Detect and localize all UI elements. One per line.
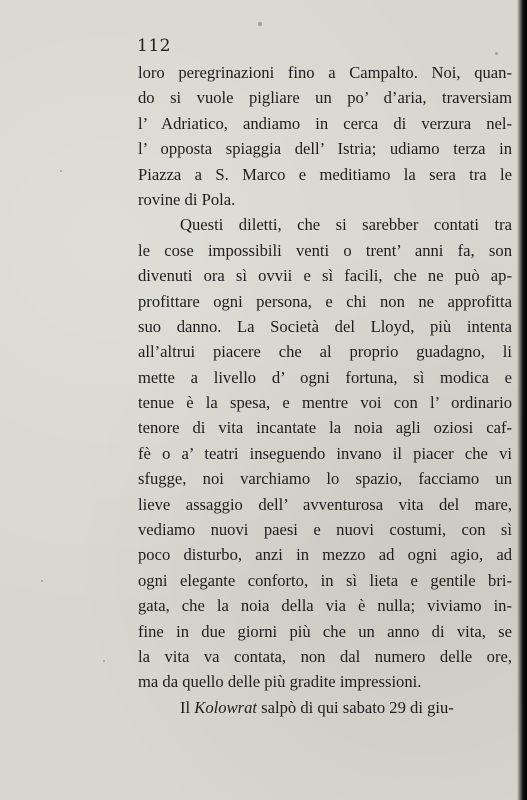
text-line: la vita va contata, non dal numero delle ore,: [138, 646, 512, 666]
text-line: poco disturbo, anzi in mezzo ad ogni agio, ad: [138, 545, 512, 565]
paper-speck: [60, 170, 62, 172]
text-line: le cose impossibili venti o trent’ anni fa, son: [138, 240, 512, 260]
paper-speck: [495, 52, 498, 55]
text-line: loro peregrinazioni fino a Campalto. Noi, quan-: [138, 63, 512, 82]
text-line-final: [138, 695, 512, 720]
page-number: 112: [137, 36, 171, 56]
text-line: suo danno. La Società del Lloyd, più intenta: [138, 316, 512, 336]
final-line-prefix: Il: [180, 697, 195, 717]
text-line: divenuti ora sì ovvii e sì facili, che ne può ap-: [138, 266, 512, 286]
paper-speck: [41, 580, 43, 582]
body-text: [138, 60, 512, 720]
text-line: tenore di vita incantate la noia agli oziosi caf-: [138, 418, 512, 438]
text-line: sfugge, noi varchiamo lo spazio, facciamo un: [138, 469, 512, 489]
text-line: vediamo nuovi paesi e nuovi costumi, con sì: [138, 520, 512, 540]
text-line: profittare ogni persona, e chi non ne approfitta: [138, 291, 512, 311]
text-line: fè o a’ teatri inseguendo invano il piacer che vi: [138, 443, 512, 463]
text-line: mette a livello d’ ogni fortuna, sì modica e: [138, 367, 512, 387]
paper-speck: [258, 22, 262, 26]
text-line: ogni elegante conforto, in sì lieta e gentile bri-: [138, 570, 512, 590]
text-line: Piazza a S. Marco e meditiamo la sera tra le: [138, 164, 512, 184]
final-line-suffix: salpò di qui sabato 29 di giu-: [257, 697, 454, 717]
page-edge-shadow: [517, 0, 527, 800]
text-line: Questi diletti, che si sarebber contati tra: [180, 215, 512, 235]
text-line: do si vuole pigliare un po’ d’aria, traversiam: [138, 88, 512, 108]
text-line: gata, che la noia della via è nulla; viviamo in-: [138, 596, 512, 616]
text-line: ma da quello delle più gradite impressioni.: [138, 672, 422, 692]
text-line: fine in due giorni più che un anno di vita, se: [138, 621, 512, 641]
ship-name: Kolowrat: [194, 697, 258, 717]
text-line: l’ opposta spiaggia dell’ Istria; udiamo terza in: [138, 139, 512, 159]
paper-speck: [103, 660, 105, 662]
text-line: l’ Adriatico, andiamo in cerca di verzura nel-: [138, 113, 512, 133]
text-line: tenue è la spesa, e mentre voi con l’ ordinario: [138, 393, 512, 413]
text-line: rovine di Pola.: [138, 189, 236, 209]
text-line: all’altrui piacere che al proprio guadagno, li: [138, 342, 512, 362]
text-line: lieve assaggio dell’ avventurosa vita del mare,: [138, 494, 512, 514]
